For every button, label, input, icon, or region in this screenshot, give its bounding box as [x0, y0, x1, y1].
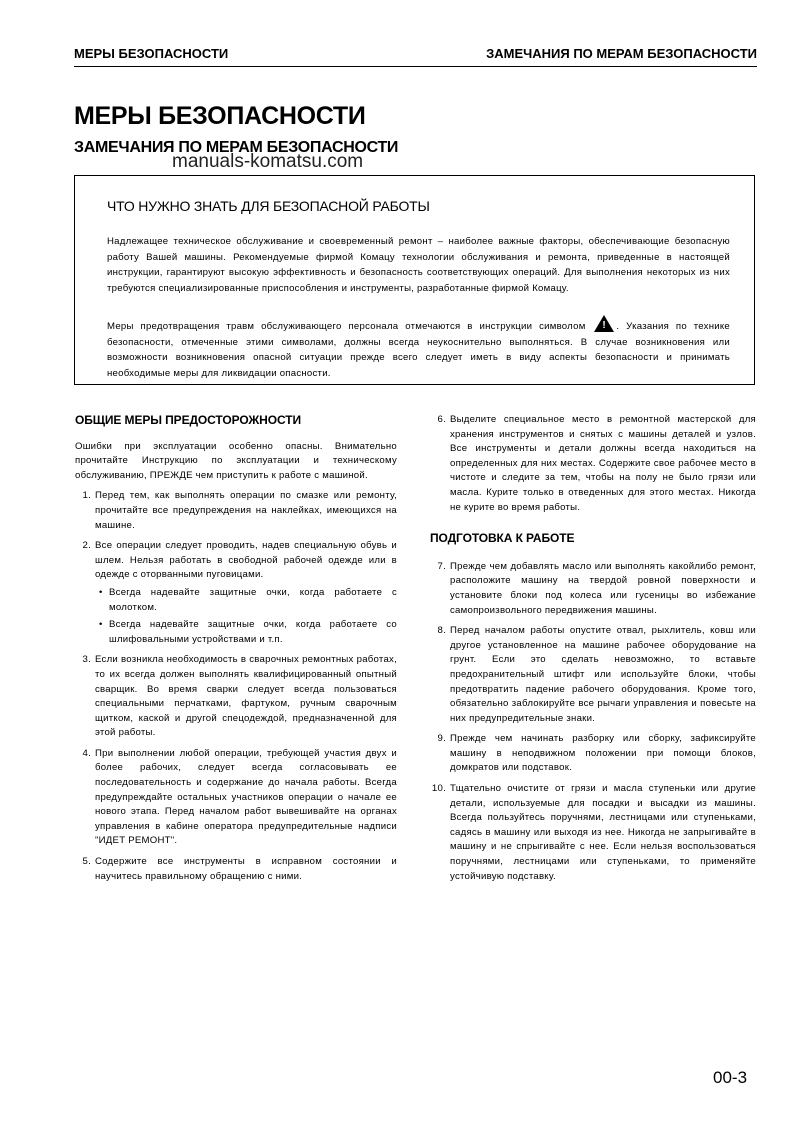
right-column	[430, 413, 756, 884]
item-number: 8.	[437, 625, 446, 637]
page-subtitle: ЗАМЕЧАНИЯ ПО МЕРАМ БЕЗОПАСНОСТИ	[74, 139, 399, 156]
notice-heading: ЧТО НУЖНО ЗНАТЬ ДЛЯ БЕЗОПАСНОЙ РАБОТЫ	[107, 198, 430, 214]
list-item	[430, 560, 756, 618]
list-item	[430, 732, 756, 776]
notice-paragraph-1: Надлежащее техническое обслуживание и своевременный ремонт – наиболее важные факторы, обеспечивающие безопасную работу Вашей машины. Рекомендуемые фирмой Комацу технологии обслуживания и ремонта, приведенные в настоящей инструкции, гарантируют высокую эффективность и безопасность соответствующих операций. Для выполнения некоторых из них требуются специализированные приспособления и инструменты, разработанные фирмой Комацу.	[107, 236, 730, 294]
list-item	[75, 653, 397, 741]
item-text: Перед началом работы опустите отвал, рыхлитель, ковш или другое установленное на машине рабочее оборудование на грунт. Если это сделать невозможно, то вставьте предохранительный штифт или используйте блоки, чтобы предотвратить падение рабочего оборудования. Кроме того, обязательно заблокируйте все рычаги управления и повесьте на них предупредительные знаки.	[450, 625, 756, 724]
item-text: Если возникла необходимость в сварочных ремонтных работах, то их всегда должен выполнять квалифицированный опытный сварщик. Во время сварки следует всегда пользоваться специальными перчатками, фартуком, ручным сварочным щитком, каской и другой спецодеждой, предназначенной для этой работы.	[95, 654, 397, 739]
general-intro: Ошибки при эксплуатации особенно опасны. Внимательно прочитайте Инструкцию по эксплуатации и техническому обслуживанию, ПРЕЖДЕ чем приступить к работе с машиной.	[75, 440, 397, 481]
list-item	[430, 413, 756, 515]
list-item	[430, 782, 756, 884]
item-text: Выделите специальное место в ремонтной мастерской для хранения инструментов и снятых с машины деталей и узлов. Все инструменты и детали должны всегда находиться на определенных для них местах. Содержите свое рабочее место в чистоте и следите за тем, чтобы на полу не было грязи или масла. Курите только в отведенных для этого местах. Никогда не курите во время работы.	[450, 414, 756, 513]
notice-paragraph-2	[107, 315, 730, 381]
general-heading: ОБЩИЕ МЕРЫ ПРЕДОСТОРОЖНОСТИ	[75, 413, 301, 427]
header-subsection: ЗАМЕЧАНИЯ ПО МЕРАМ БЕЗОПАСНОСТИ	[486, 46, 757, 61]
item-text: Перед тем, как выполнять операции по смазке или ремонту, прочитайте все предупреждения на наклейках, имеющихся на машине.	[95, 490, 397, 531]
item-number: 4.	[82, 747, 91, 759]
list-item	[75, 747, 397, 849]
warning-triangle-icon	[594, 315, 614, 332]
item-text: Прежде чем начинать разборку или сборку, зафиксируйте машину в неподвижном положении при помощи блоков, домкратов или подставок.	[450, 733, 756, 774]
prep-heading: ПОДГОТОВКА К РАБОТЕ	[430, 531, 575, 546]
list-item	[75, 539, 397, 647]
page-title: МЕРЫ БЕЗОПАСНОСТИ	[74, 102, 366, 130]
safety-notice-box	[74, 175, 755, 385]
item-number: 7.	[437, 560, 446, 572]
item-text: Тщательно очистите от грязи и масла ступеньки или другие детали, используемые для посадки и высадки из машины. Всегда пользуйтесь поручнями, лестницами или ступеньками, садясь в машину или выходя из нее. Никогда не запрыгивайте в машину и не спрыгивайте с нее. Если нельзя воспользоваться поручнями, лестницами или ступеньками, то применяйте устойчивую подставку.	[450, 783, 756, 882]
item-text: При выполнении любой операции, требующей участия двух и более рабочих, следует всегда согласовывать ее последовательность и содержание до начала работы. Всегда предупреждайте остальных участников операции о начале ее нового этапа. Перед началом работ вывешивайте на органах управления в кабине оператора предупредительные надписи "ИДЕТ РЕМОНТ".	[95, 747, 397, 847]
left-column	[75, 413, 397, 884]
notice-text-a: Меры предотвращения травм обслуживающего персонала отмечаются в инструкции символом	[107, 321, 586, 332]
list-item	[75, 855, 397, 884]
item-number: 1.	[82, 490, 91, 502]
bullet-item: • Всегда надевайте защитные очки, когда работаете со шлифовальными устройствами и т.п.	[95, 618, 397, 647]
item-text: Прежде чем добавлять масло или выполнять какойлибо ремонт, расположите машину на твердой ровной поверхности и установите блоки под колеса или гусеницы во избежание самопроизвольного передвижения машины.	[450, 560, 756, 616]
item-text: Все операции следует проводить, надев специальную обувь и шлем. Нельзя работать в свободной рабочей одежде или в одежде с оторванными пуговицами.	[95, 540, 397, 581]
header-section: МЕРЫ БЕЗОПАСНОСТИ	[74, 46, 229, 61]
item-text: Содержите все инструменты в исправном состоянии и научитесь правильному обращению с ними.	[95, 856, 397, 882]
list-item	[75, 489, 397, 533]
running-header	[74, 44, 757, 67]
item-number: 6.	[437, 414, 446, 425]
item-number: 2.	[82, 540, 91, 552]
notice-text-b: . Указания по технике безопасности, отмеченные этими символами, должны всегда неукоснительно выполняться. В случае возникновения или возможности возникновения опасной ситуации прежде всего следует иметь в виду аспекты безопасности и принимать необходимые меры для ликвидации опасности.	[107, 321, 731, 379]
item-number: 10.	[431, 783, 446, 795]
item-number: 3.	[82, 654, 91, 666]
item-number: 9.	[437, 733, 446, 745]
page-number: 00-3	[713, 1068, 748, 1087]
list-item	[430, 624, 756, 726]
bullet-item: • Всегда надевайте защитные очки, когда работаете с молотком.	[95, 586, 397, 615]
watermark: manuals-komatsu.com	[172, 151, 364, 172]
item-number: 5.	[82, 856, 91, 868]
